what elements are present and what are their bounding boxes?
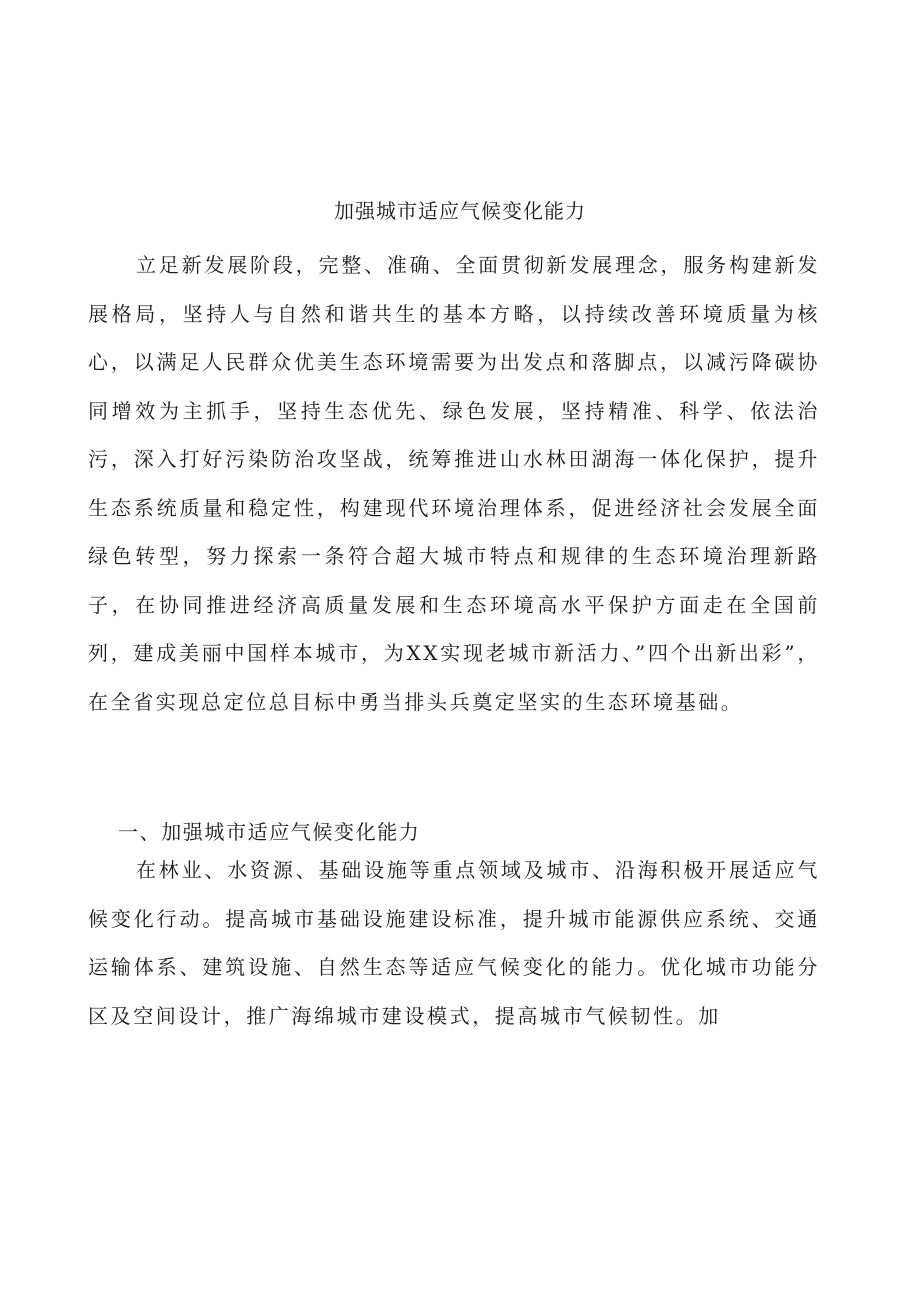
section-paragraph: 在林业、水资源、基础设施等重点领域及城市、沿海积极开展适应气候变化行动。提高城市基础设施建设标准，提升城市能源供应系统、交通运输体系、建筑设施、自然生态等适应气候变化的能力。优化城市功能分区及空间设计，推广海绵城市建设模式，提高城市气候韧性。加: [88, 858, 820, 1028]
section-heading: 一、加强城市适应气候变化能力: [118, 820, 421, 844]
document-title: 加强城市适应气候变化能力: [334, 199, 586, 223]
intro-paragraph: 立足新发展阶段，完整、准确、全面贯彻新发展理念，服务构建新发展格局，坚持人与自然和谐共生的基本方略，以持续改善环境质量为核心，以满足人民群众优美生态环境需要为出发点和落脚点，以减污降碳协同增效为主抓手，坚持生态优先、绿色发展，坚持精准、科学、依法治污，深入打好污染防治攻坚战，统筹推进山水林田湖海一体化保护，提升生态系统质量和稳定性，构建现代环境治理体系，促进经济社会发展全面绿色转型，努力探索一条符合超大城市特点和规律的生态环境治理新路子，在协同推进经济高质量发展和生态环境高水平保护方面走在全国前列，建成美丽中国样本城市，为XX实现老城市新活力、”四个出新出彩”，在全省实现总定位总目标中勇当排头兵奠定坚实的生态环境基础。: [88, 253, 820, 714]
